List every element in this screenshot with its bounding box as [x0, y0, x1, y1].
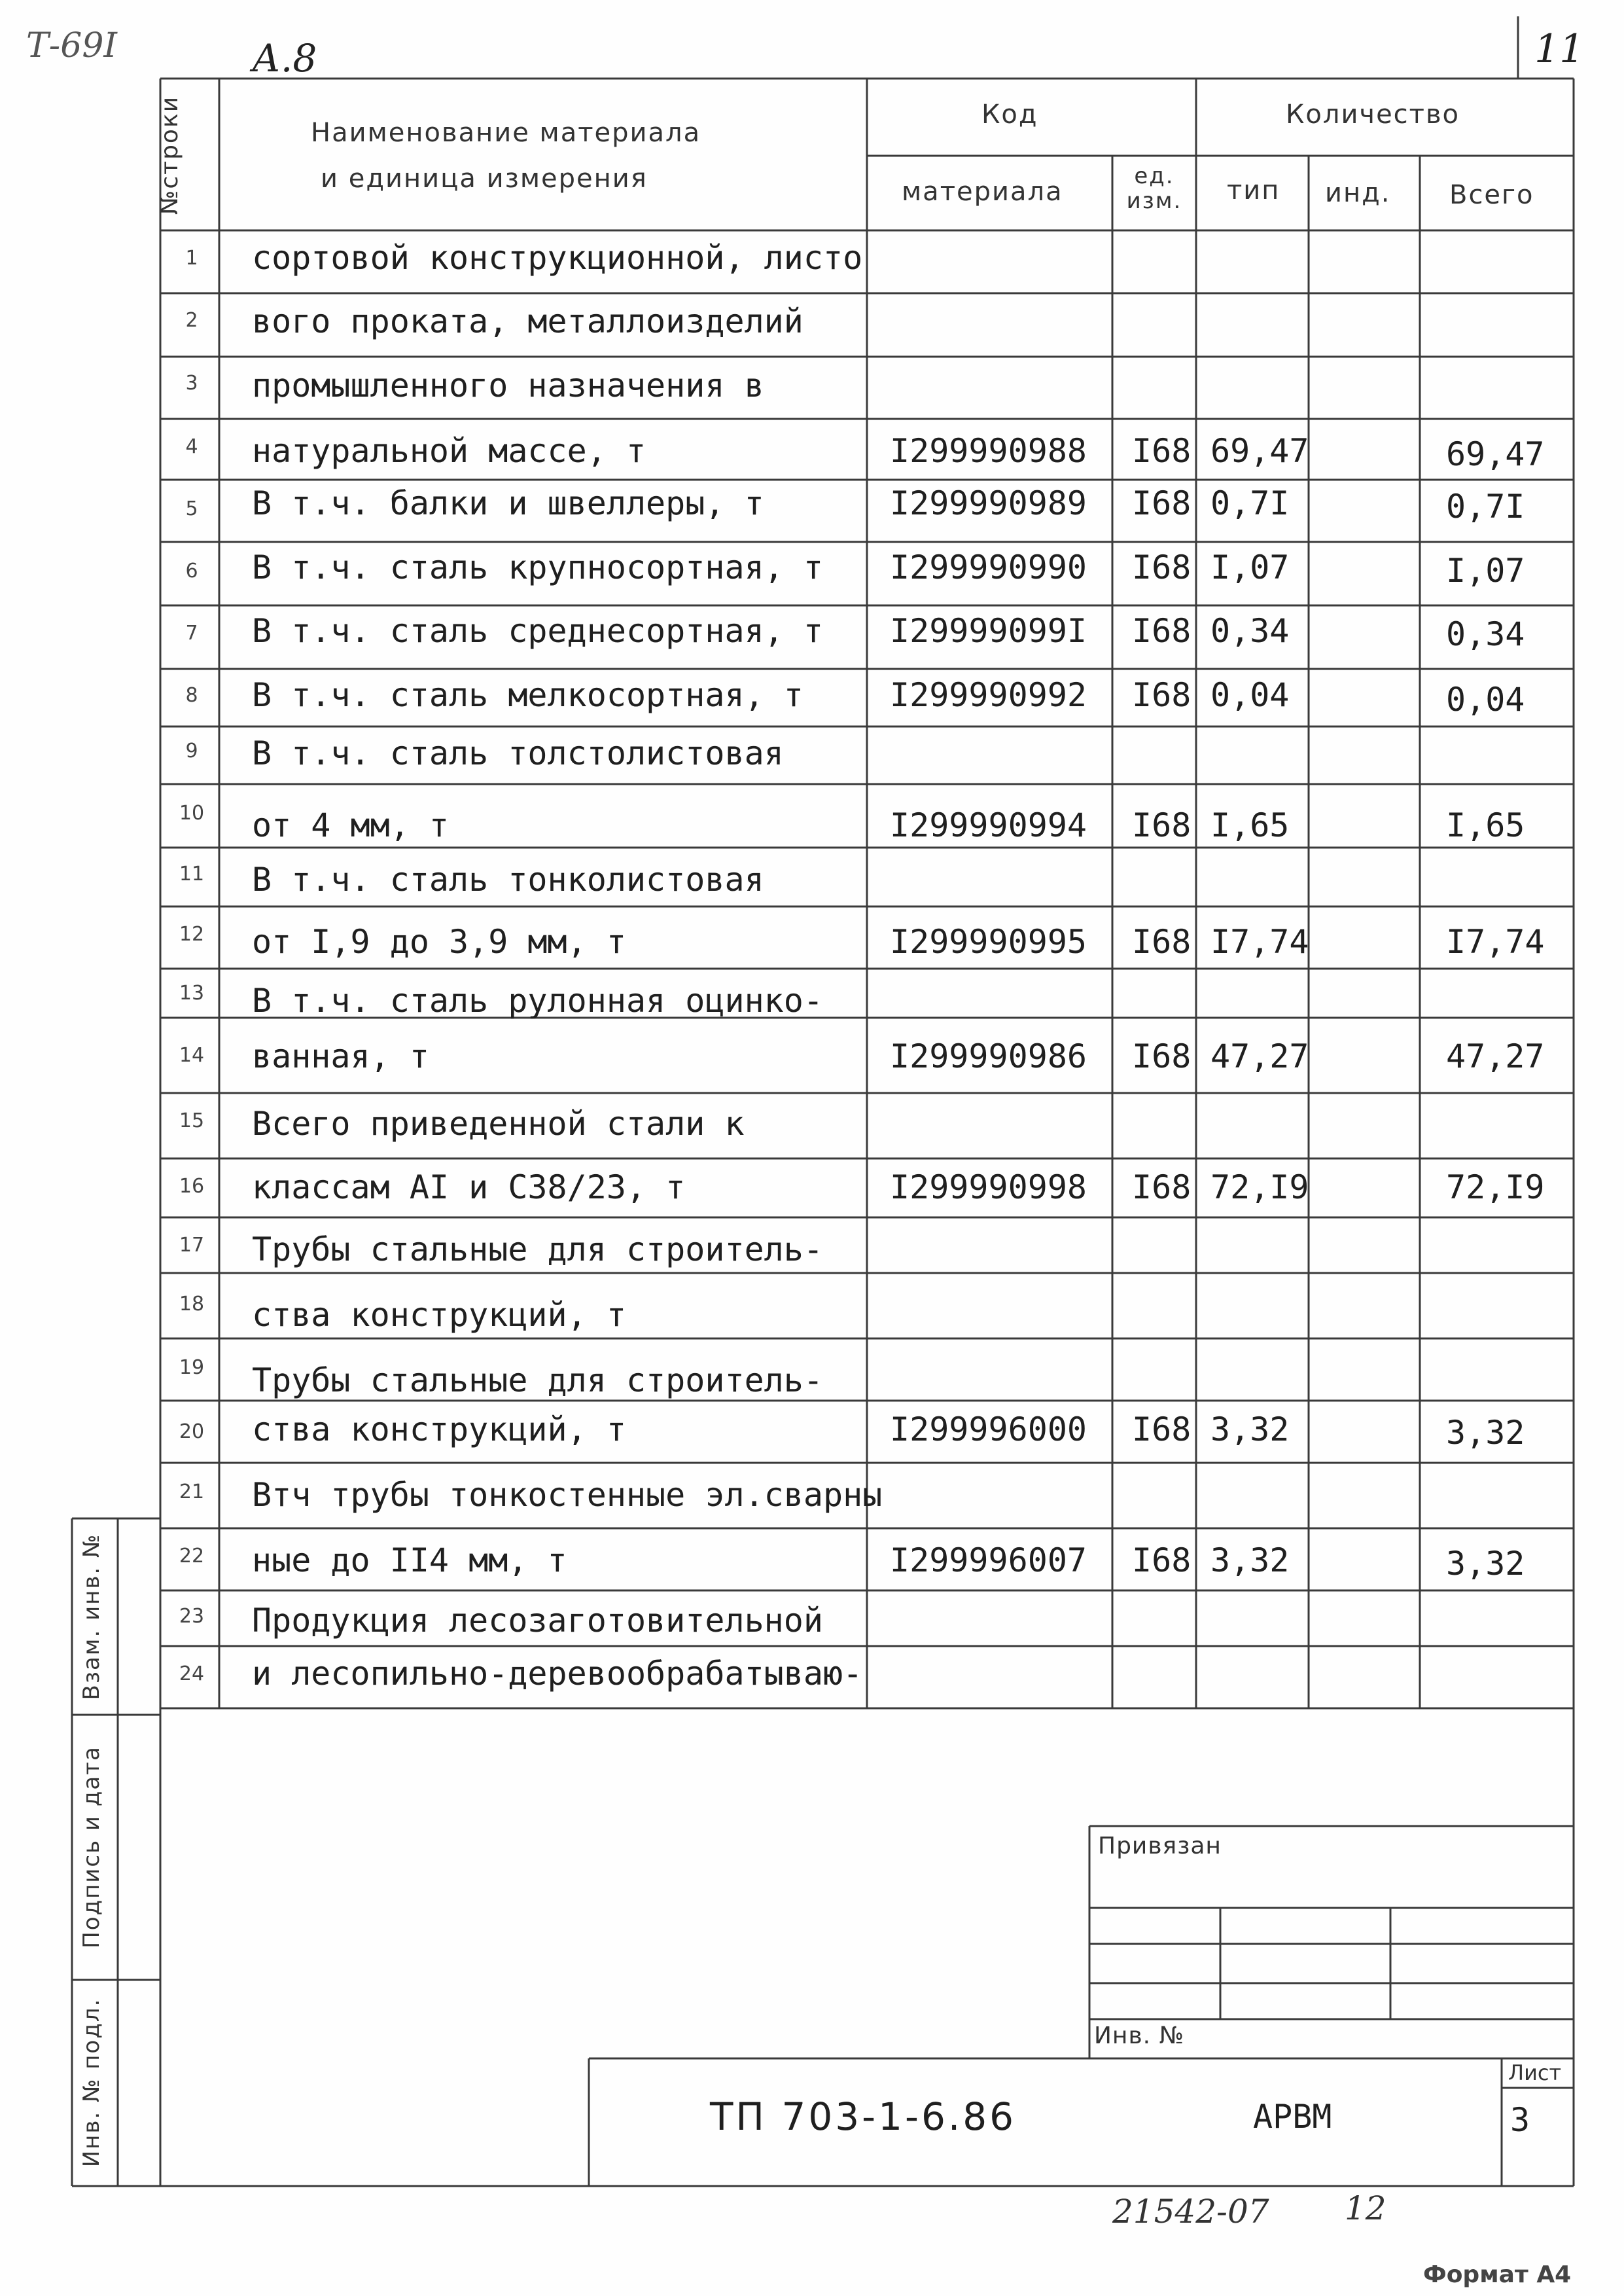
row-total: 47,27	[1446, 1037, 1545, 1075]
row-tip: 0,7I	[1210, 484, 1290, 522]
row-unit: I68	[1132, 432, 1192, 470]
row-unit: I68	[1132, 612, 1192, 650]
tip-header: тип	[1227, 175, 1280, 206]
row-total: I,07	[1446, 552, 1525, 590]
row-name: В т.ч. сталь толстолистовая	[252, 734, 784, 772]
row-name: от 4 мм, т	[252, 806, 450, 844]
row-name: Трубы стальные для строитель-	[252, 1230, 823, 1268]
row-number: 14	[179, 1044, 205, 1067]
row-code: I29999099I	[890, 612, 1087, 650]
sheet-number: 3	[1510, 2101, 1530, 2139]
row-code: I299990988	[890, 432, 1087, 470]
row-total: 69,47	[1446, 435, 1545, 473]
row-name: В т.ч. сталь рулонная оцинко-	[252, 982, 823, 1020]
row-name: В т.ч. сталь тонколистовая	[252, 861, 764, 899]
left-code: Т-69I	[26, 26, 117, 65]
row-name: вого проката, металлоизделий	[252, 302, 803, 340]
quantity-group-header: Количество	[1286, 99, 1460, 130]
row-name: В т.ч. сталь мелкосортная, т	[252, 676, 803, 714]
row-unit: I68	[1132, 676, 1192, 714]
privyazan-label: Привязан	[1098, 1833, 1222, 1859]
unit-header: ед. изм.	[1126, 163, 1182, 214]
row-name: ства конструкций, т	[252, 1410, 626, 1448]
row-tip: 3,32	[1210, 1410, 1290, 1448]
row-total: I,65	[1446, 806, 1525, 844]
row-name: классам АI и С38/23, т	[252, 1168, 686, 1206]
row-total: 3,32	[1446, 1545, 1525, 1583]
total-header: Всего	[1449, 180, 1534, 210]
row-number: 21	[179, 1480, 205, 1503]
row-number: 19	[179, 1356, 205, 1379]
row-name: промышленного назначения в	[252, 367, 764, 404]
row-name: В т.ч. сталь среднесортная, т	[252, 612, 823, 650]
row-total: 3,32	[1446, 1414, 1525, 1452]
row-number: 11	[179, 863, 205, 886]
code-group-header: Код	[981, 99, 1038, 130]
row-unit: I68	[1132, 1410, 1192, 1448]
document-code: ТП 703-1-6.86	[710, 2094, 1017, 2139]
row-unit: I68	[1132, 806, 1192, 844]
row-tip: I,07	[1210, 548, 1290, 586]
row-name: от I,9 до 3,9 мм, т	[252, 923, 626, 961]
row-code: I299990989	[890, 484, 1087, 522]
row-total: 72,I9	[1446, 1168, 1545, 1206]
row-number: 12	[179, 923, 205, 946]
row-code: I299996007	[890, 1541, 1087, 1579]
row-number: 16	[179, 1175, 205, 1198]
archive-number: 21542-07	[1112, 2193, 1269, 2231]
name-header-line1: Наименование материала	[311, 118, 701, 148]
row-code: I299990994	[890, 806, 1087, 844]
row-number: 6	[185, 560, 198, 583]
row-unit: I68	[1132, 1168, 1192, 1206]
row-number: 3	[185, 372, 198, 395]
row-unit: I68	[1132, 1541, 1192, 1579]
stamp-inv-podl: Инв. № подл.	[79, 1998, 105, 2168]
row-number: 9	[185, 740, 198, 762]
format-label: Формат А4	[1423, 2261, 1572, 2288]
row-number: 5	[185, 497, 198, 520]
row-unit: I68	[1132, 484, 1192, 522]
row-tip: 3,32	[1210, 1541, 1290, 1579]
row-number: 7	[185, 622, 198, 645]
stamp-vzam-inv: Взам. инв. №	[79, 1533, 105, 1700]
archive-page: 12	[1345, 2189, 1386, 2227]
row-name: сортовой конструкционной, листо	[252, 239, 863, 277]
row-total: 0,04	[1446, 681, 1525, 719]
row-code: I299990995	[890, 923, 1087, 961]
row-number: 24	[179, 1662, 205, 1685]
row-tip: 69,47	[1210, 432, 1309, 470]
row-number: 13	[179, 982, 205, 1005]
row-code: I299990992	[890, 676, 1087, 714]
ind-header: инд.	[1325, 178, 1391, 208]
row-tip: I,65	[1210, 806, 1290, 844]
inv-number-label: Инв. №	[1094, 2022, 1185, 2049]
row-number: 23	[179, 1605, 205, 1628]
row-name: В т.ч. сталь крупносортная, т	[252, 548, 823, 586]
row-name: Продукция лесозаготовительной	[252, 1602, 823, 1640]
rownum-header: №строки	[156, 95, 183, 215]
row-name: ванная, т	[252, 1037, 429, 1075]
row-code: I299990990	[890, 548, 1087, 586]
name-header-line2: и единица измерения	[321, 164, 648, 194]
row-number: 17	[179, 1234, 205, 1257]
row-code: I299990998	[890, 1168, 1087, 1206]
row-total: 0,7I	[1446, 488, 1525, 526]
row-number: 1	[185, 247, 198, 270]
row-code: I299990986	[890, 1037, 1087, 1075]
stamp-podpis-data: Подпись и дата	[79, 1746, 105, 1948]
row-number: 8	[185, 684, 198, 707]
row-number: 15	[179, 1109, 205, 1132]
row-name: Трубы стальные для строитель-	[252, 1361, 823, 1399]
row-unit: I68	[1132, 923, 1192, 961]
row-code: I299996000	[890, 1410, 1087, 1448]
row-number: 18	[179, 1293, 205, 1316]
row-number: 10	[179, 802, 205, 825]
section-code: АРВМ	[1253, 2098, 1332, 2136]
page-number: 11	[1534, 26, 1585, 72]
sheet-mark: А.8	[252, 36, 317, 81]
row-name: натуральной массе, т	[252, 432, 646, 470]
row-name: ства конструкций, т	[252, 1296, 626, 1334]
row-name: ные до II4 мм, т	[252, 1541, 567, 1579]
row-unit: I68	[1132, 1037, 1192, 1075]
row-number: 20	[179, 1420, 205, 1443]
row-name: Втч трубы тонкостенные эл.сварны	[252, 1476, 883, 1514]
row-tip: 0,34	[1210, 612, 1290, 650]
row-number: 2	[185, 309, 198, 332]
row-number: 4	[185, 435, 198, 458]
row-name: Всего приведенной стали к	[252, 1105, 745, 1143]
row-tip: 0,04	[1210, 676, 1290, 714]
row-tip: 47,27	[1210, 1037, 1309, 1075]
row-total: I7,74	[1446, 923, 1545, 961]
code-material-header: материала	[902, 177, 1063, 207]
row-number: 22	[179, 1545, 205, 1568]
row-unit: I68	[1132, 548, 1192, 586]
row-name: и лесопильно-деревообрабатываю-	[252, 1655, 863, 1693]
sheet-label: Лист	[1508, 2060, 1562, 2085]
row-name: В т.ч. балки и швеллеры, т	[252, 484, 764, 522]
row-total: 0,34	[1446, 615, 1525, 653]
row-tip: I7,74	[1210, 923, 1309, 961]
row-tip: 72,I9	[1210, 1168, 1309, 1206]
